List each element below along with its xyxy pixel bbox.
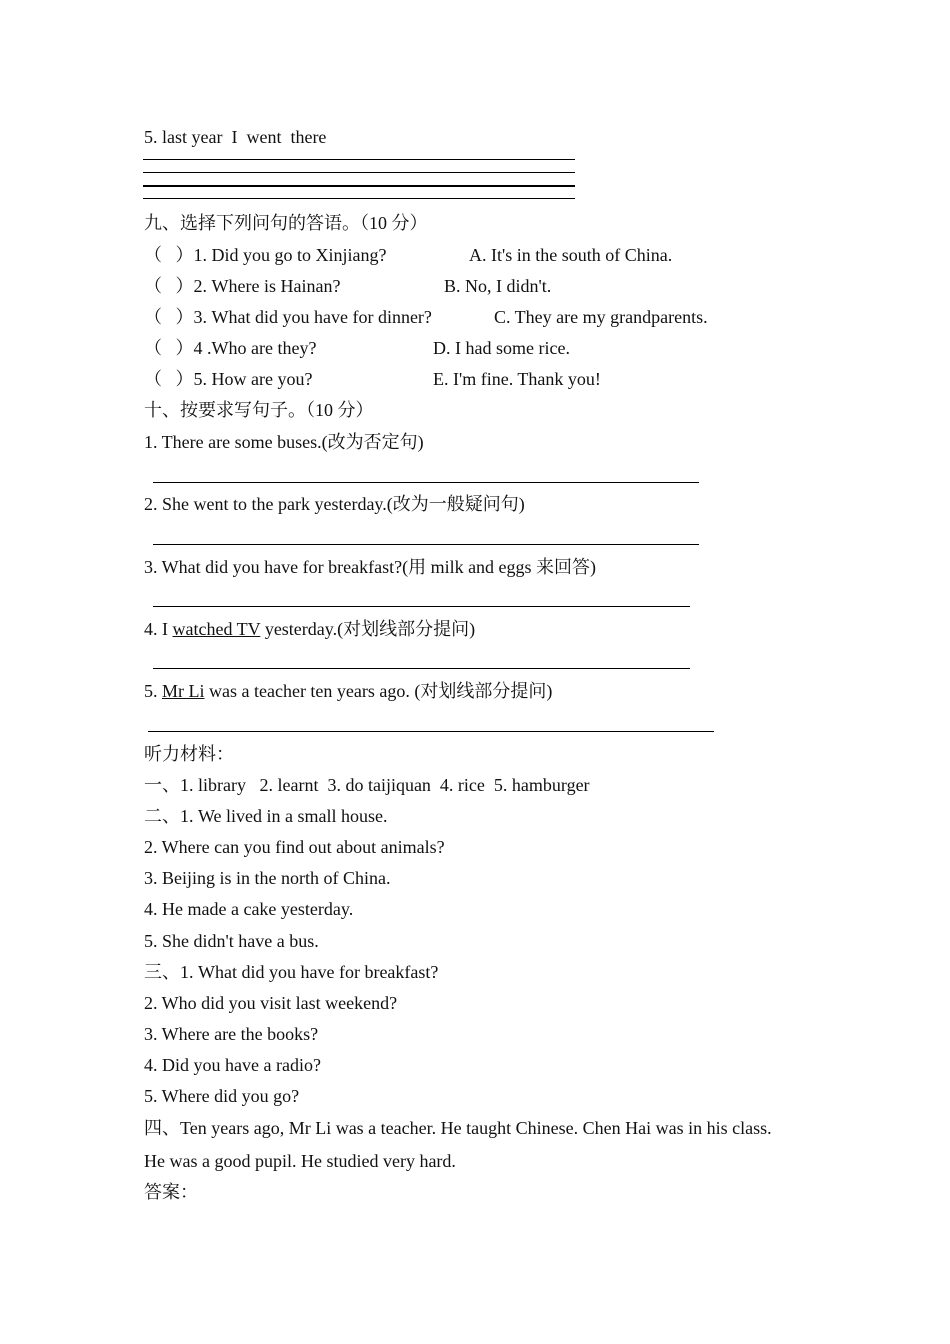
sec9-answer-b: B. No, I didn't.: [444, 276, 552, 296]
listening-line-12: 四、Ten years ago, Mr Li was a teacher. He taught Chinese. Chen Hai was in his class.: [144, 1118, 772, 1138]
listening-line-6: 5. She didn't have a bus.: [144, 931, 319, 951]
listening-title: 听力材料：: [144, 744, 234, 764]
listening-line-7: 三、1. What did you have for breakfast?: [144, 962, 439, 982]
answer-blank-3[interactable]: [153, 606, 690, 607]
listening-line-11: 5. Where did you go?: [144, 1086, 300, 1106]
sec9-title: 九、选择下列问句的答语。（10 分）: [144, 213, 428, 233]
sec9-question-2: （ ）2. Where is Hainan?: [144, 276, 341, 296]
four-line-rule-4: [143, 198, 575, 199]
sec10-q4-suffix: yesterday.(对划线部分提问): [260, 619, 476, 639]
sec10-q1: 1. There are some buses.(改为否定句): [144, 432, 424, 452]
listening-line-3: 2. Where can you find out about animals?: [144, 837, 445, 857]
sec9-answer-a: A. It's in the south of China.: [469, 245, 673, 265]
sec10-q5-prefix: 5.: [144, 681, 162, 701]
sec8-item5: 5. last year I went there: [144, 127, 327, 147]
sec10-q2: 2. She went to the park yesterday.(改为一般疑问句): [144, 494, 525, 514]
answers-title: 答案：: [144, 1182, 198, 1202]
answer-blank-2[interactable]: [153, 544, 699, 545]
sec9-question-4: （ ）4 .Who are they?: [144, 338, 317, 358]
listening-line-5: 4. He made a cake yesterday.: [144, 899, 354, 919]
sec10-q4-prefix: 4. I: [144, 619, 173, 639]
listening-line-10: 4. Did you have a radio?: [144, 1055, 321, 1075]
sec10-q4-underlined: watched TV: [172, 619, 261, 639]
answer-blank-5[interactable]: [148, 731, 714, 732]
sec10-q3: 3. What did you have for breakfast?(用 milk and eggs 来回答): [144, 557, 597, 577]
four-line-rule-1: [143, 159, 575, 160]
sec9-answer-e: E. I'm fine. Thank you!: [433, 369, 601, 389]
listening-line-13: He was a good pupil. He studied very hard.: [144, 1151, 456, 1171]
sec9-answer-c: C. They are my grandparents.: [494, 307, 708, 327]
answer-blank-1[interactable]: [153, 482, 699, 483]
sec10-title: 十、按要求写句子。（10 分）: [144, 400, 374, 420]
sec9-question-5: （ ）5. How are you?: [144, 369, 313, 389]
sec10-q4: [144, 618, 475, 640]
listening-line-1: 一、1. library 2. learnt 3. do taijiquan 4. rice 5. hamburger: [144, 775, 590, 795]
sec9-question-3: （ ）3. What did you have for dinner?: [144, 307, 432, 327]
answer-blank-4[interactable]: [153, 668, 690, 669]
sec10-q5-underlined: Mr Li: [162, 681, 205, 701]
four-line-rule-2: [143, 172, 575, 173]
listening-line-9: 3. Where are the books?: [144, 1024, 319, 1044]
sec9-question-1: （ ）1. Did you go to Xinjiang?: [144, 245, 387, 265]
listening-line-2: 二、1. We lived in a small house.: [144, 806, 388, 826]
sec10-q5-suffix: was a teacher ten years ago. (对划线部分提问): [204, 681, 553, 701]
sec9-answer-d: D. I had some rice.: [433, 338, 570, 358]
listening-line-4: 3. Beijing is in the north of China.: [144, 868, 391, 888]
listening-line-8: 2. Who did you visit last weekend?: [144, 993, 398, 1013]
four-line-rule-3: [143, 185, 575, 187]
sec10-q5: [144, 680, 552, 702]
